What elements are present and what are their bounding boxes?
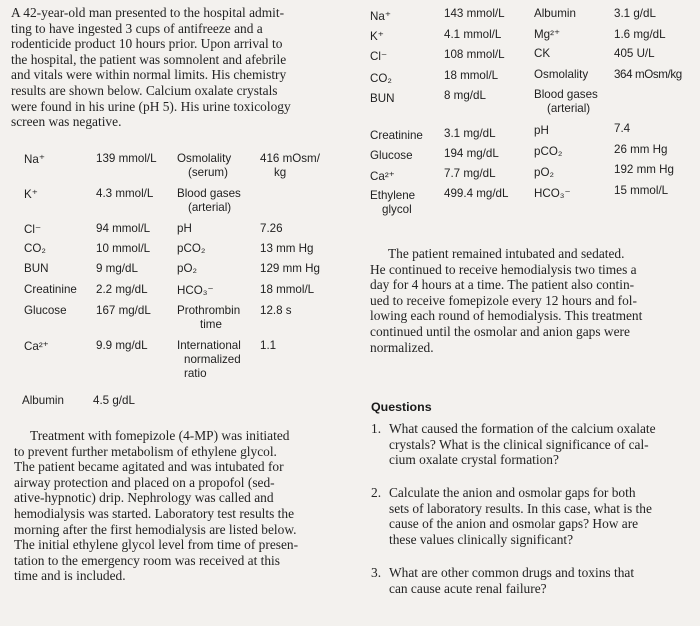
lab2-label-ph: pH [534,124,549,137]
question-line: Calculate the anion and osmolar gaps for both [389,485,636,500]
lab2-label-creatinine: Creatinine [370,129,423,142]
lab-value-cl: 94 mmol/L [96,222,151,235]
lab2-value-pco2: 26 mm Hg [614,143,668,156]
lab2-value-glucose: 194 mg/dL [444,147,499,160]
question-line: sets of laboratory results. In this case, what is the [389,500,652,516]
lab-value-ph: 7.26 [260,222,283,235]
question-2 [371,485,696,549]
question-number: 1. [371,421,382,436]
followup-line: The patient remained intubated and sedated. [388,246,625,261]
intro-line: screen was negative. [11,114,122,130]
lab-value-osmolality: 416 mOsm/ [260,152,320,165]
lab-label-po2: pO₂ [177,262,197,275]
lab-label-cl: Cl⁻ [24,223,42,236]
question-number: 3. [371,565,382,580]
question-line: can cause acute renal failure? [389,580,547,596]
intro-line: ting to have ingested 3 cups of antifreeze and a [11,20,263,36]
question-1 [371,421,696,471]
lab-label-creatinine: Creatinine [24,283,77,296]
lab-label-inr: International [177,339,241,352]
lab2-label-hco3: HCO₃⁻ [534,187,571,200]
lab2-value-ph: 7.4 [614,122,631,135]
lab-value-hco3: 18 mmol/L [260,283,315,296]
lab2-value-na: 143 mmol/L [444,7,505,20]
lab2-label-po2: pO₂ [534,166,554,179]
lab-label-glucose: Glucose [24,304,67,317]
lab-label-hco3: HCO₃⁻ [177,284,214,297]
lab2-value-cl: 108 mmol/L [444,48,505,61]
lab2-value-albumin: 3.1 g/dL [614,7,656,20]
lab-label-na: Na⁺ [24,153,45,166]
lab-label-blood-gases: Blood gases [177,187,241,200]
treatment-line: morning after the first hemodialysis are listed below. [14,521,297,537]
lab-value-albumin: 4.5 g/dL [93,394,135,407]
lab-value-prothrombin: 12.8 s [260,304,292,317]
lab2-value-mg: 1.6 mg/dL [614,28,666,41]
lab2-value-po2: 192 mm Hg [614,163,674,176]
lab-label-albumin: Albumin [22,394,64,407]
treatment-line: ative-hypnotic) drip. Nephrology was called and [14,490,274,506]
question-3 [371,565,696,599]
followup-line: day for 4 hours at a time. The patient also contin- [370,277,635,293]
lab2-value-hco3: 15 mmol/L [614,184,669,197]
lab2-label-co2: CO₂ [370,72,392,85]
intro-paragraph [11,5,291,130]
intro-line: the hospital, the patient was somnolent and afebrile [11,51,287,67]
lab-value-co2: 10 mmol/L [96,242,151,255]
treatment-line: The patient became agitated and was intubated for [14,459,284,475]
lab2-value-k: 4.1 mmol/L [444,28,502,41]
question-line: crystals? What is the clinical significance of cal- [389,436,649,452]
lab2-label-blood-gases: Blood gases [534,88,598,101]
lab-label-time: time [200,318,222,331]
treatment-line: to prevent further metabolism of ethylene glycol. [14,443,277,459]
lab-label-pco2: pCO₂ [177,242,206,255]
intro-line: were found in his urine (pH 5). His urine toxicology [11,98,291,114]
intro-line: results are shown below. Calcium oxalate crystals [11,82,278,98]
lab2-label-albumin: Albumin [534,7,576,20]
lab-label-serum: (serum) [188,166,228,179]
lab-value-bun: 9 mg/dL [96,262,138,275]
intro-line: and vitals were within normal limits. His chemistry [11,67,287,83]
lab-label-normalized: normalized [184,353,241,366]
lab2-value-ca: 7.7 mg/dL [444,167,496,180]
lab2-label-cl: Cl⁻ [370,50,388,63]
lab-value-inr: 1.1 [260,339,277,352]
lab2-value-bun: 8 mg/dL [444,89,486,102]
lab-label-k: K⁺ [24,188,38,201]
lab2-value-ethylene-glycol: 499.4 mg/dL [444,187,509,200]
lab2-label-ck: CK [534,47,551,60]
question-line: cause of the anion and osmolar gaps? How are [389,516,639,532]
lab2-label-ca: Ca²⁺ [370,170,395,183]
followup-line: lowing each round of hemodialysis. This treatment [370,308,643,324]
question-line: cium oxalate crystal formation? [389,452,559,468]
lab2-label-glucose: Glucose [370,149,413,162]
lab-label-bun: BUN [24,262,49,275]
lab2-value-osmolality: 364 mOsm/kg [614,68,682,81]
lab-label-co2: CO₂ [24,242,46,255]
followup-line: He continued to receive hemodialysis two times a [370,261,637,277]
lab-label-prothrombin: Prothrombin [177,304,241,317]
intro-line: A 42-year-old man presented to the hospital admit- [11,5,285,20]
question-line: What caused the formation of the calcium oxalate [389,421,656,436]
lab-value-glucose: 167 mg/dL [96,304,151,317]
lab2-label-osmolality: Osmolality [534,68,589,81]
lab2-value-ck: 405 U/L [614,47,655,60]
lab2-label-k: K⁺ [370,30,384,43]
followup-line: continued until the osmolar and anion gaps were [370,323,630,339]
lab-value-na: 139 mmol/L [96,152,157,165]
lab2-label-mg: Mg²⁺ [534,28,561,41]
followup-line: ued to receive fomepizole every 12 hours and fol- [370,292,637,308]
lab-value-k: 4.3 mmol/L [96,187,154,200]
question-line: What are other common drugs and toxins that [389,565,635,580]
lab-label-ph: pH [177,222,192,235]
lab2-value-creatinine: 3.1 mg/dL [444,127,496,140]
followup-paragraph [370,246,642,355]
lab2-label-arterial: (arterial) [547,102,591,115]
lab-label-ratio: ratio [184,367,207,380]
treatment-line: tation to the emergency room was received at this [14,552,280,568]
followup-line: normalized. [370,339,434,355]
lab2-label-bun: BUN [370,92,395,105]
lab-value-po2: 129 mm Hg [260,262,320,275]
lab-label-osmolality: Osmolality [177,152,232,165]
lab-label-ca: Ca²⁺ [24,340,49,353]
lab-value-osmolality-unit: kg [274,166,287,179]
treatment-line: airway protection and placed on a propofol (sed- [14,474,275,490]
lab2-label-pco2: pCO₂ [534,145,563,158]
treatment-line: time and is included. [14,568,126,584]
lab2-label-glycol: glycol [382,203,412,216]
lab-value-ca: 9.9 mg/dL [96,339,148,352]
treatment-line: Treatment with fomepizole (4-MP) was initiated [30,428,290,443]
treatment-line: hemodialysis was started. Laboratory test results the [14,505,295,521]
lab-label-arterial: (arterial) [188,201,232,214]
lab-value-creatinine: 2.2 mg/dL [96,283,148,296]
question-number: 2. [371,485,382,500]
treatment-paragraph [14,428,298,584]
lab-value-pco2: 13 mm Hg [260,242,314,255]
intro-line: rodenticide product 10 hours prior. Upon arrival to [11,36,283,52]
question-line: these values clinically significant? [389,531,574,547]
lab2-value-co2: 18 mmol/L [444,69,499,82]
lab2-label-ethylene: Ethylene [370,189,416,202]
treatment-line: The initial ethylene glycol level from time of presen- [14,537,299,553]
questions-heading: Questions [371,400,432,414]
lab2-label-na: Na⁺ [370,10,391,23]
